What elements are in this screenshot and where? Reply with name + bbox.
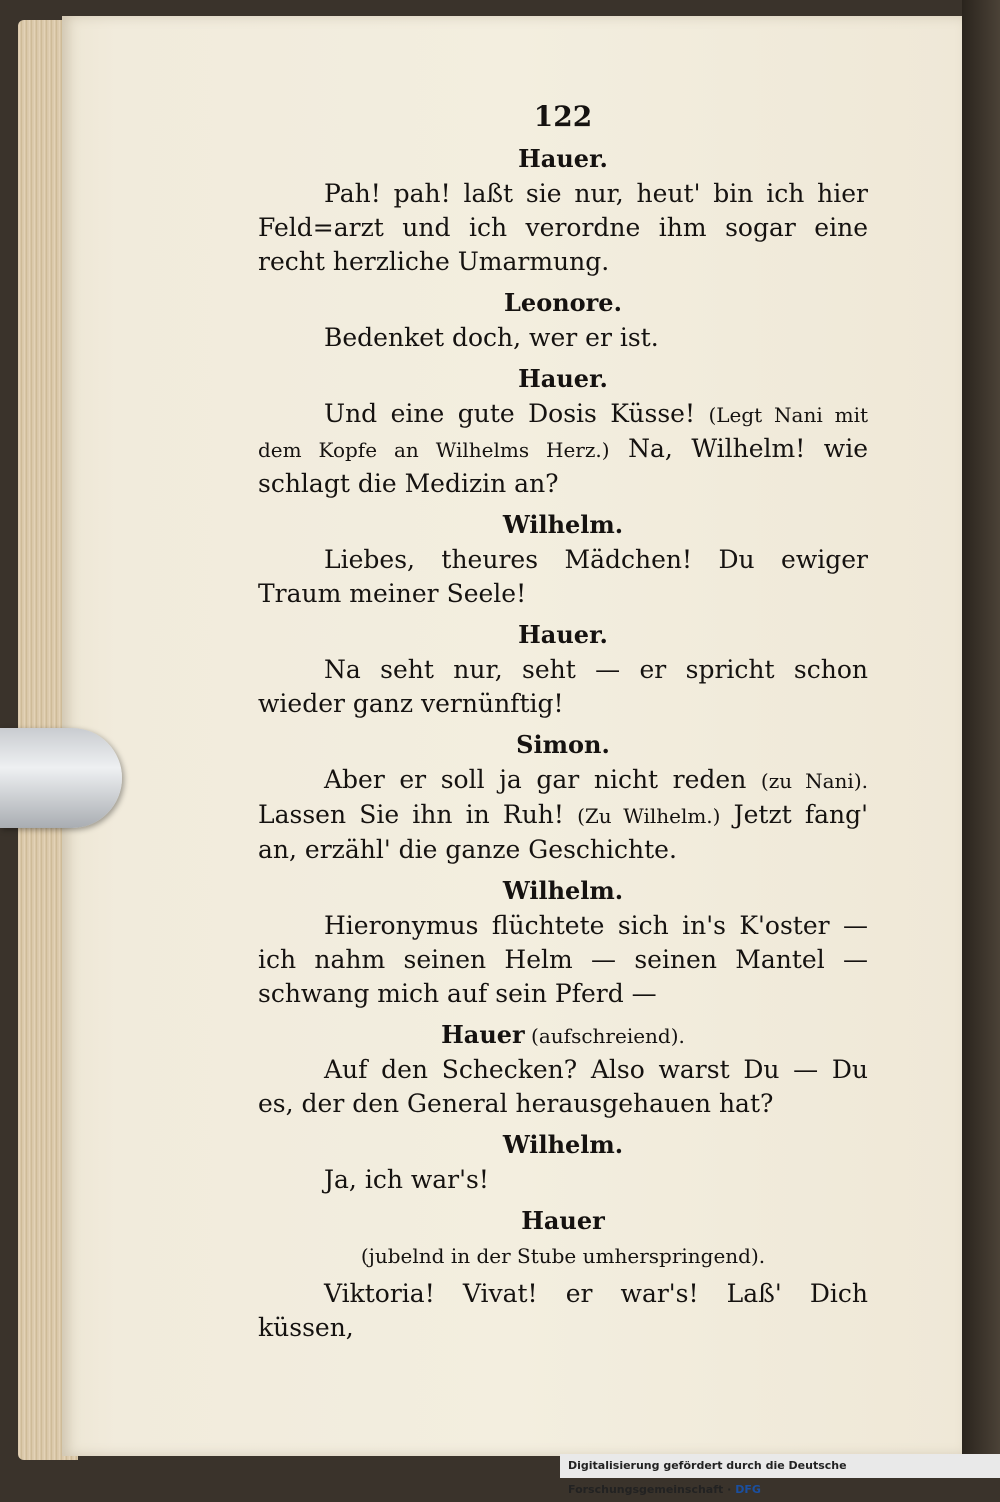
- dialogue-paragraph: Und eine gute Dosis Küsse! (Legt Nani mit dem Kopfe an Wilhelms Herz.) Na, Wilhelm! wie schlagt die Medizin an?: [258, 399, 869, 498]
- speaker-name: Hauer.: [518, 144, 608, 173]
- speaker-name: Hauer (aufschreiend).: [441, 1020, 685, 1049]
- dfg-logo: DFG: [735, 1483, 761, 1496]
- speaker-name: Wilhelm.: [502, 876, 624, 905]
- dialogue-paragraph: Na seht nur, seht — er spricht schon wieder ganz vernünftig!: [258, 655, 868, 718]
- dialogue-paragraph: Auf den Schecken? Also warst Du — Du es, der den General herausgehauen hat?: [258, 1055, 868, 1118]
- speaker-name: Leonore.: [504, 288, 622, 317]
- speaker-name: Hauer.: [518, 620, 608, 649]
- digitization-footer: [560, 1454, 1000, 1496]
- dialogue-paragraph: Viktoria! Vivat! er war's! Laß' Dich küssen,: [258, 1279, 868, 1342]
- footer-text: Digitalisierung gefördert durch die Deutsche Forschungsgemeinschaft ·: [568, 1459, 847, 1496]
- scan-background-right: [962, 0, 1000, 1478]
- dialogue-paragraph: Liebes, theures Mädchen! Du ewiger Traum meiner Seele!: [258, 545, 868, 608]
- speaker-name: Wilhelm.: [502, 510, 624, 539]
- page-holder-clip: [0, 728, 122, 828]
- stage-direction: (Zu Wilhelm.): [577, 804, 721, 828]
- stage-direction: (Legt Nani mit dem Kopfe an Wilhelms Herz.): [258, 403, 868, 462]
- stage-direction: (zu Nani).: [760, 769, 868, 793]
- dialogue-paragraph: Aber er soll ja gar nicht reden (zu Nani). Lassen Sie ihn in Ruh! (Zu Wilhelm.) Jetzt fang' an, erzähl' die ganze Geschichte.: [258, 765, 868, 864]
- speaker-name: Simon.: [516, 730, 610, 759]
- dialogue-paragraph: Hieronymus flüchtete sich in's K'oster — ich nahm seinen Helm — seinen Mantel — schwang mich auf sein Pferd —: [258, 911, 868, 1008]
- speaker-name: Hauer.: [518, 364, 608, 393]
- speaker-name: Wilhelm.: [502, 1130, 624, 1159]
- stage-direction: (aufschreiend).: [524, 1024, 685, 1048]
- stage-direction: (jubelnd in der Stube umherspringend).: [360, 1244, 766, 1268]
- dialogue-paragraph: Bedenket doch, wer er ist.: [324, 323, 659, 352]
- page-number: 122: [533, 100, 593, 133]
- dialogue-paragraph: Ja, ich war's!: [324, 1165, 489, 1194]
- dialogue-paragraph: Pah! pah! laßt sie nur, heut' bin ich hier Feld=arzt und ich verordne ihm sogar eine recht herzliche Umarmung.: [258, 179, 868, 276]
- page-text: [258, 100, 868, 1351]
- speaker-name: Hauer: [521, 1206, 605, 1235]
